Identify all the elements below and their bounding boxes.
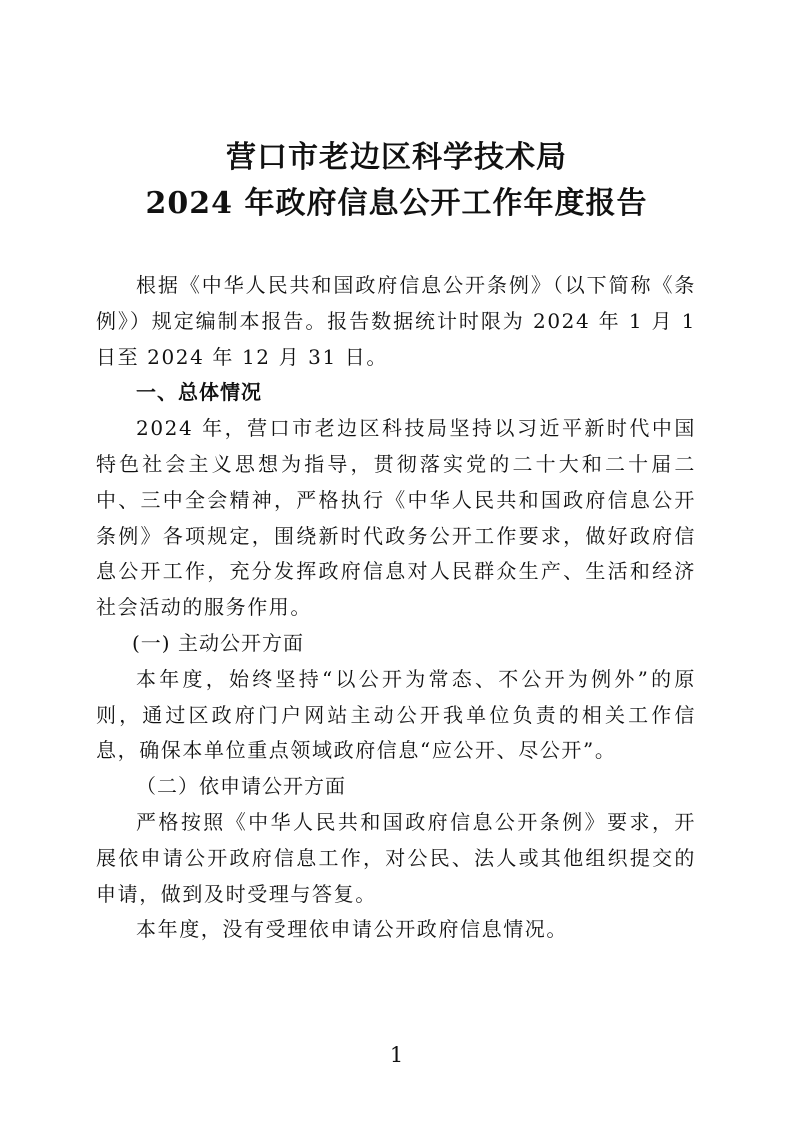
on-request-paragraph: 严格按照《中华人民共和国政府信息公开条例》要求，开展依申请公开政府信息工作，对公民、法人或其他组织提交的申请，做到及时受理与答复。 xyxy=(96,809,696,906)
overview-paragraph: 2024 年，营口市老边区科技局坚持以习近平新时代中国特色社会主义思想为指导，贯彻落实党的二十大和二十届二中、三中全会精神，严格执行《中华人民共和国政府信息公开条例》各项规定，围绕新时代政务公开工作要求，做好政府信息公开工作，充分发挥政府信息对人民群众生产、生活和经济社会活动的服务作用。 xyxy=(96,416,696,620)
proactive-paragraph: 本年度，始终坚持“以公开为常态、不公开为例外”的原则，通过区政府门户网站主动公开我单位负责的相关工作信息，确保本单位重点领域政府信息“应公开、尽公开”。 xyxy=(96,666,696,763)
section-heading-overview: 一、总体情况 xyxy=(136,380,262,405)
subsection-heading-proactive: (一) 主动公开方面 xyxy=(132,630,304,655)
intro-paragraph: 根据《中华人民共和国政府信息公开条例》（以下简称《条例》）规定编制本报告。报告数据统计时限为 2024 年 1 月 1 日至 2024 年 12 月 31 日。 xyxy=(96,273,696,369)
on-request-summary-paragraph: 本年度，没有受理依申请公开政府信息情况。 xyxy=(136,917,568,942)
document-body xyxy=(96,268,696,948)
subsection-heading-on-request: （二）依申请公开方面 xyxy=(136,774,346,799)
page-number: 1 xyxy=(389,1043,404,1067)
document-title-line-1: 营口市老边区科学技术局 xyxy=(226,140,567,175)
document-title-line-2: 2024 年政府信息公开工作年度报告 xyxy=(145,186,648,221)
